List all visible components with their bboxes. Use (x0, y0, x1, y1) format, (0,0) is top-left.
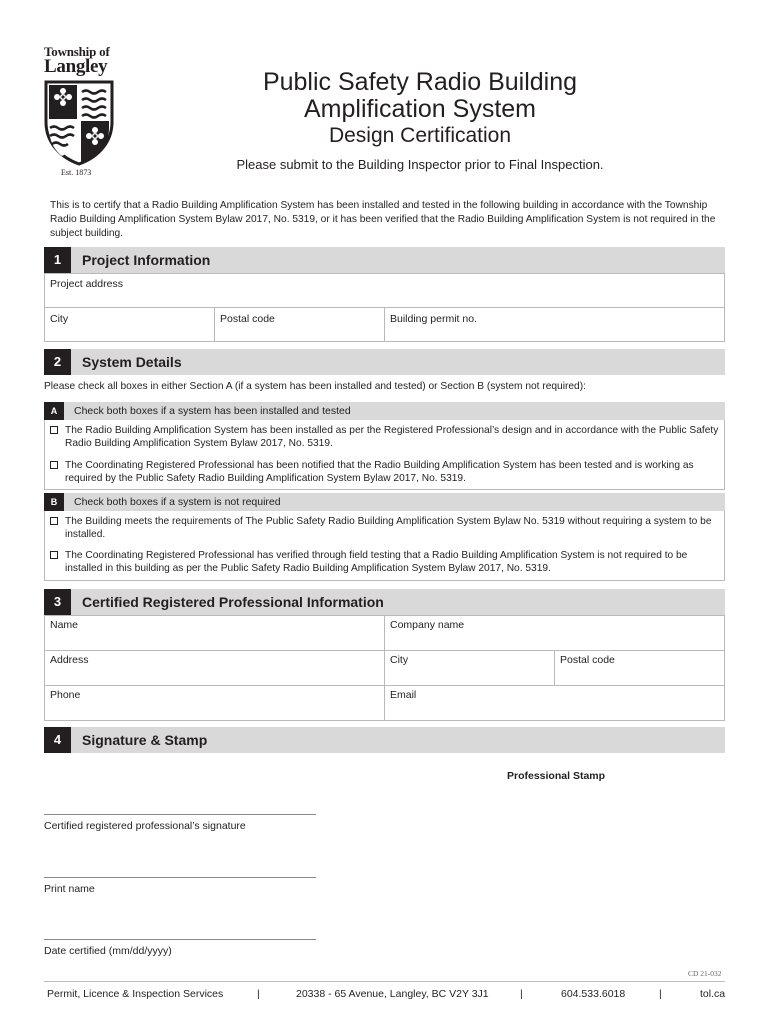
project-postal-code-field[interactable] (214, 307, 385, 342)
building-permit-field[interactable] (384, 307, 725, 342)
intro-paragraph: This is to certify that a Radio Building Amplification System has been installed and tested in the following building in accordance with the Township Radio Building Amplification System Bylaw 2017, No. 5319, or it has been verified that the Radio Building Amplification System is not required in the subject building. (50, 200, 716, 239)
system-details-instruction: Please check all boxes in either Section A (if a system has been installed and tested) or Section B (system not required): (44, 381, 586, 392)
logo-township-of: Township of (44, 44, 110, 59)
professional-address-label: Address (50, 654, 89, 666)
footer-department: Permit, Licence & Inspection Services (47, 988, 224, 1000)
project-city-field[interactable] (44, 307, 215, 342)
section-a-title: Check both boxes if a system has been installed and tested (74, 405, 351, 417)
company-name-field[interactable] (384, 615, 725, 651)
professional-postal-code-field[interactable] (554, 650, 725, 686)
section-3-number: 3 (44, 589, 71, 615)
company-name-label: Company name (390, 619, 465, 631)
professional-name-label: Name (50, 619, 79, 631)
professional-city-field[interactable] (384, 650, 555, 686)
footer-separator: | (257, 988, 260, 1000)
form-code: CD 21-032 (688, 969, 722, 978)
project-postal-code-label: Postal code (220, 313, 275, 325)
section-b-title: Check both boxes if a system is not required (74, 496, 281, 508)
professional-postal-code-label: Postal code (560, 654, 615, 666)
section-b-header (44, 493, 725, 511)
section-a-header (44, 402, 725, 420)
logo-langley: Langley (44, 56, 108, 77)
section-1-number: 1 (44, 247, 71, 273)
section-4-number: 4 (44, 727, 71, 753)
section-a-letter: A (44, 402, 64, 420)
footer-separator: | (520, 988, 523, 1000)
print-name-line[interactable] (44, 877, 316, 878)
section-2-number: 2 (44, 349, 71, 375)
project-address-label: Project address (50, 278, 123, 290)
form-title-line2: Amplification System (303, 95, 537, 123)
project-city-label: City (50, 313, 69, 325)
section-b-item-2[interactable] (50, 549, 720, 575)
footer-address: 20338 - 65 Avenue, Langley, BC V2Y 3J1 (296, 988, 489, 1000)
section-4-title: Signature & Stamp (82, 732, 208, 748)
submit-instruction: Please submit to the Building Inspector prior to Final Inspection. (236, 157, 604, 172)
date-certified-label: Date certified (mm/dd/yyyy) (44, 945, 172, 957)
checkbox[interactable] (50, 551, 58, 559)
professional-email-field[interactable] (384, 685, 725, 721)
section-b-letter: B (44, 493, 64, 511)
section-a-item-1[interactable] (50, 424, 720, 450)
section-b-item-2-text: The Coordinating Registered Professional has verified through field testing that a Radio Building Amplification System is not required to be installed in this building as per the Public Safety Radio Building Amplification System Bylaw 2017, No. 5319. (65, 550, 688, 574)
section-b-item-1[interactable] (50, 515, 720, 541)
section-a-item-2-text: The Coordinating Registered Professional has been notified that the Radio Building Amplification System has been tested and is working as required by the Public Safety Radio Building Amplification System Bylaw 2017, No. 5319. (65, 460, 694, 484)
section-4-header (44, 727, 725, 753)
date-certified-line[interactable] (44, 939, 316, 940)
section-a-item-1-text: The Radio Building Amplification System has been installed as per the Registered Professional’s design and in accordance with the Public Safety Radio Building Amplification System Bylaw 2017, No. 5319. (65, 425, 719, 449)
footer-phone: 604.533.6018 (561, 988, 626, 1000)
logo-established: Est. 1873 (61, 168, 92, 177)
professional-address-field[interactable] (44, 650, 385, 686)
checkbox[interactable] (50, 517, 58, 525)
form-subtitle: Design Certification (328, 124, 512, 147)
section-a-item-2[interactable] (50, 459, 720, 485)
section-3-title: Certified Registered Professional Information (82, 594, 384, 610)
footer-divider (44, 981, 725, 982)
section-2-title: System Details (82, 354, 182, 370)
section-1-header (44, 247, 725, 273)
checkbox[interactable] (50, 426, 58, 434)
township-shield-logo (44, 80, 114, 166)
checkbox[interactable] (50, 461, 58, 469)
signature-label: Certified registered professional’s signature (44, 820, 246, 832)
print-name-label: Print name (44, 883, 95, 895)
professional-city-label: City (390, 654, 409, 666)
section-b-item-1-text: The Building meets the requirements of The Public Safety Radio Building Amplification System Bylaw No. 5319 without requiring a system to be installed. (65, 516, 712, 540)
signature-line[interactable] (44, 814, 316, 815)
professional-stamp-label: Professional Stamp (507, 770, 606, 782)
professional-phone-label: Phone (50, 689, 81, 701)
building-permit-label: Building permit no. (390, 313, 477, 325)
section-3-header (44, 589, 725, 615)
footer-separator: | (659, 988, 662, 1000)
section-2-header (44, 349, 725, 375)
professional-name-field[interactable] (44, 615, 385, 651)
professional-email-label: Email (390, 689, 417, 701)
form-title-line1: Public Safety Radio Building (262, 68, 578, 96)
project-address-field[interactable] (44, 273, 725, 308)
footer-website-link[interactable]: tol.ca (700, 988, 726, 1000)
section-1-title: Project Information (82, 252, 211, 268)
professional-phone-field[interactable] (44, 685, 385, 721)
